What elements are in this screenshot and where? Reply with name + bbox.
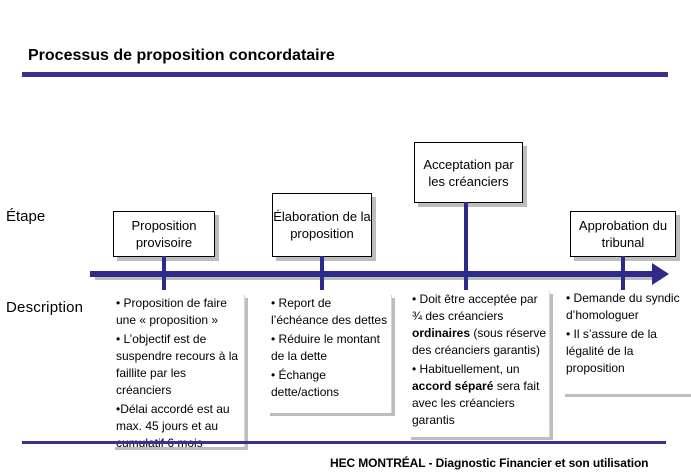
timeline-tick	[162, 256, 166, 290]
stage-box-proposition-provisoire	[113, 211, 215, 257]
page-title: Processus de proposition concordataire	[28, 47, 335, 64]
stage-label: Acceptation par les créanciers	[423, 156, 514, 189]
timeline-tick	[320, 256, 324, 290]
stage-label: Élaboration de la proposition	[273, 209, 371, 241]
description-bullet: •Délai accordé est au max. 45 jours et au	[116, 402, 230, 433]
description-bullet: • Échange dette/actions	[271, 368, 340, 399]
timeline-tick	[621, 256, 625, 290]
description-bullet	[412, 361, 547, 429]
description-box-4	[562, 290, 691, 394]
stage-box-acceptation	[414, 142, 523, 203]
stage-label: Approbation du tribunal	[578, 218, 668, 250]
bullet-emphasis: ordinaires	[412, 326, 471, 340]
description-row-label: Description	[6, 299, 84, 316]
description-bullet	[412, 291, 547, 359]
bullet-text: • Habituellement, un	[412, 362, 520, 376]
footer-bar	[22, 441, 666, 444]
timeline-tick	[464, 202, 468, 290]
description-box-2	[267, 295, 392, 413]
footer-text: HEC MONTRÉAL - Diagnostic Financier et son utilisation	[330, 456, 649, 470]
description-bullet: • Demande du syndic d’homologuer	[566, 291, 680, 322]
description-bullet: • L’objectif est de suspendre recours à la faillite par les créanciers	[116, 332, 239, 397]
bullet-text: (sous réserve des créanciers garantis)	[412, 326, 547, 357]
description-box-3	[408, 291, 550, 437]
stage-label: Proposition provisoire	[131, 218, 197, 250]
stage-box-elaboration	[272, 193, 372, 257]
description-bullet: • Il s’assure de la légalité de la proposition	[566, 327, 657, 375]
bullet-text: • Doit être acceptée par ¾ des créanciers	[412, 292, 538, 323]
stage-row-label: Étape	[6, 208, 46, 225]
bullet-text: sera fait avec les créanciers garantis	[412, 379, 540, 427]
stage-box-approbation	[570, 211, 676, 257]
description-bullet: • Proposition de faire une « proposition »	[116, 296, 227, 327]
description-box-1	[112, 295, 245, 447]
title-underline-bar	[22, 72, 668, 77]
timeline-axis	[90, 271, 652, 277]
description-bullet: • Report de l’échéance des dettes	[271, 296, 388, 327]
description-bullet: • Réduire le montant de la dette	[271, 332, 380, 363]
timeline-arrow-icon	[652, 263, 669, 285]
bullet-emphasis: accord séparé	[412, 379, 494, 393]
